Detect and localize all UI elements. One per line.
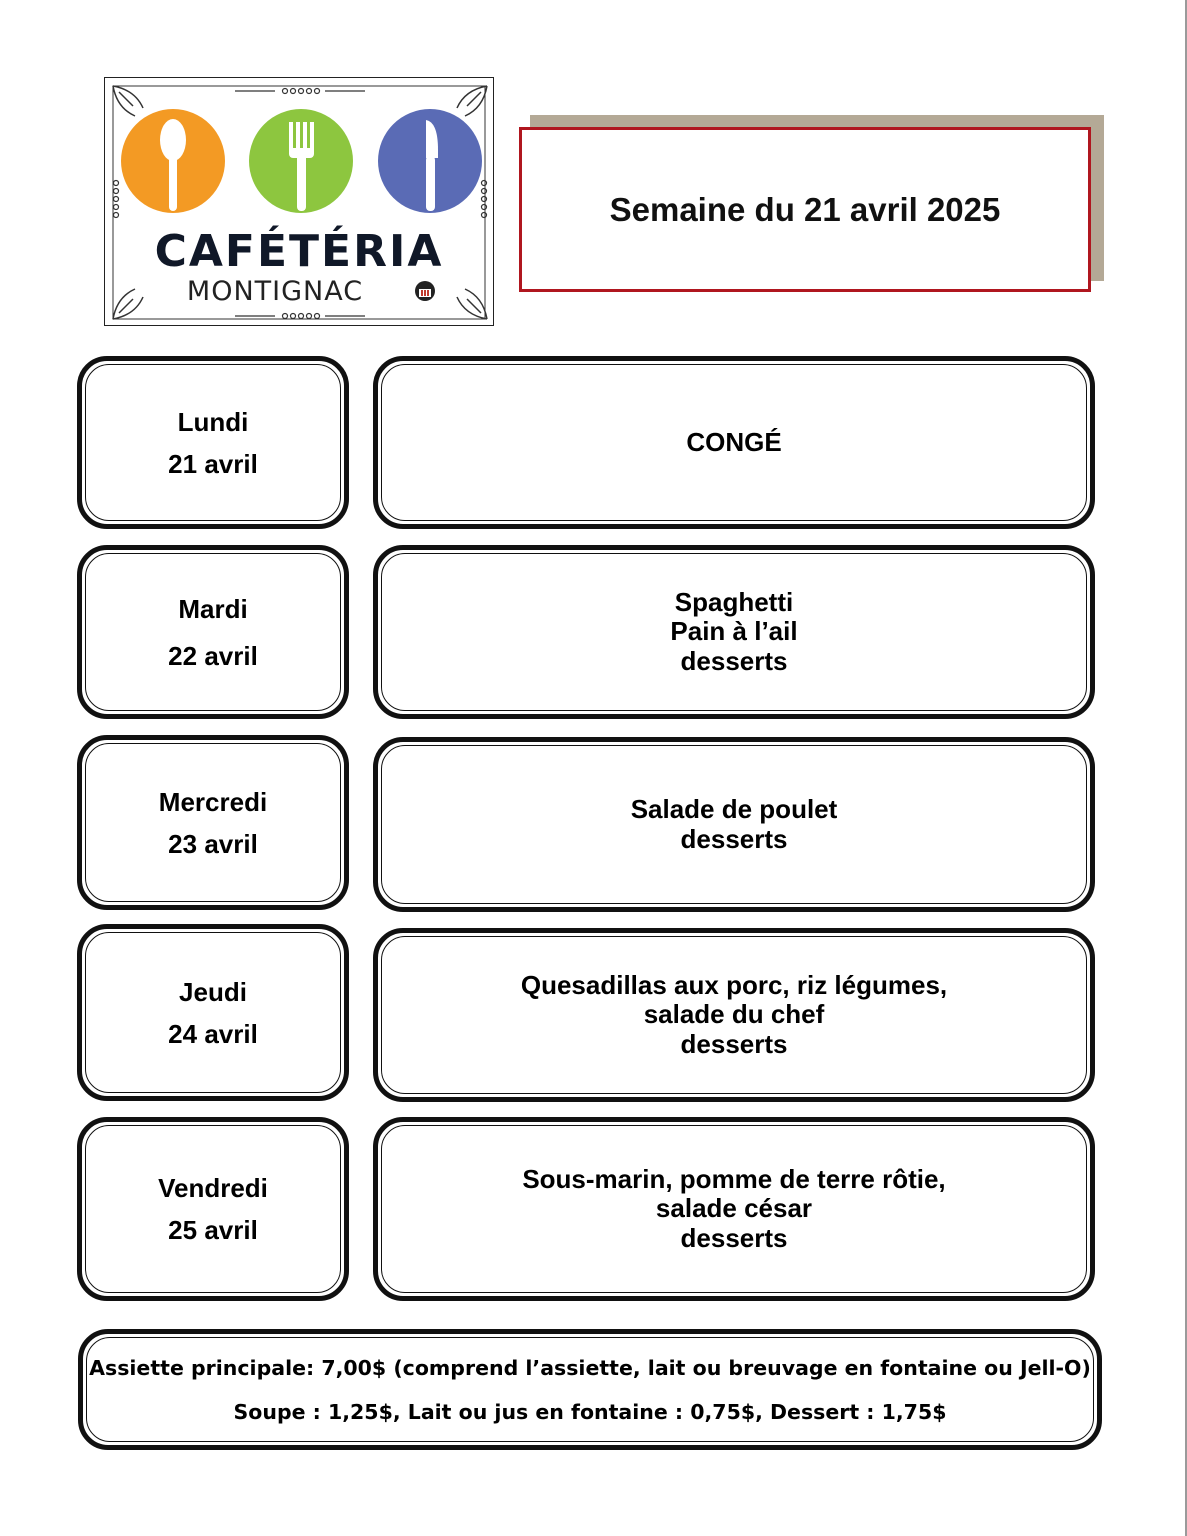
- week-title: Semaine du 21 avril 2025: [609, 190, 1001, 228]
- menu-line: Salade de poulet: [630, 794, 838, 824]
- menu-line: desserts: [680, 1028, 788, 1059]
- menu-line: desserts: [680, 823, 788, 854]
- day-box: [77, 924, 349, 1101]
- logo-subtitle: MONTIGNAC: [186, 276, 364, 307]
- menu-line: Quesadillas aux porc, riz légumes,: [520, 969, 948, 1000]
- menu-line: desserts: [680, 645, 788, 676]
- menu-box: [373, 928, 1095, 1102]
- price-box: [78, 1329, 1102, 1450]
- cafeteria-logo: [104, 77, 494, 326]
- day-date: 24 avril: [168, 1018, 258, 1049]
- day-box: [77, 545, 349, 719]
- menu-box: [373, 545, 1095, 719]
- logo-title: CAFÉTÉRIA: [154, 226, 444, 277]
- menu-line: CONGÉ: [686, 426, 782, 457]
- day-name: Vendredi: [158, 1173, 268, 1203]
- menu-box: [373, 737, 1095, 912]
- knife-icon: [378, 109, 482, 213]
- day-name: Mercredi: [158, 786, 268, 817]
- spoon-icon: [121, 109, 225, 213]
- menu-line: salade du chef: [643, 999, 825, 1030]
- week-box: [519, 127, 1091, 292]
- menu-box: [373, 1117, 1095, 1301]
- day-box: [77, 735, 349, 910]
- menu-line: desserts: [680, 1222, 788, 1253]
- day-box: [77, 356, 349, 529]
- menu-line: Spaghetti: [674, 586, 794, 617]
- day-name: Mardi: [178, 593, 248, 624]
- day-date: 25 avril: [168, 1215, 258, 1245]
- menu-line: Pain à l’ail: [670, 616, 798, 647]
- day-date: 23 avril: [168, 828, 258, 859]
- menu-box: [373, 356, 1095, 529]
- price-line-extras: Soupe : 1,25$, Lait ou jus en fontaine : 0,75$, Dessert : 1,75$: [233, 1399, 947, 1424]
- day-date: 21 avril: [168, 448, 258, 479]
- price-line-main: Assiette principale: 7,00$ (comprend l’assiette, lait ou breuvage en fontaine ou Jell-O): [89, 1355, 1091, 1380]
- day-name: Lundi: [177, 406, 249, 437]
- day-date: 22 avril: [168, 640, 258, 671]
- day-name: Jeudi: [179, 976, 247, 1007]
- menu-line: salade césar: [655, 1193, 813, 1224]
- fork-icon: [249, 109, 353, 213]
- menu-line: Sous-marin, pomme de terre rôtie,: [522, 1163, 946, 1194]
- day-box: [77, 1117, 349, 1301]
